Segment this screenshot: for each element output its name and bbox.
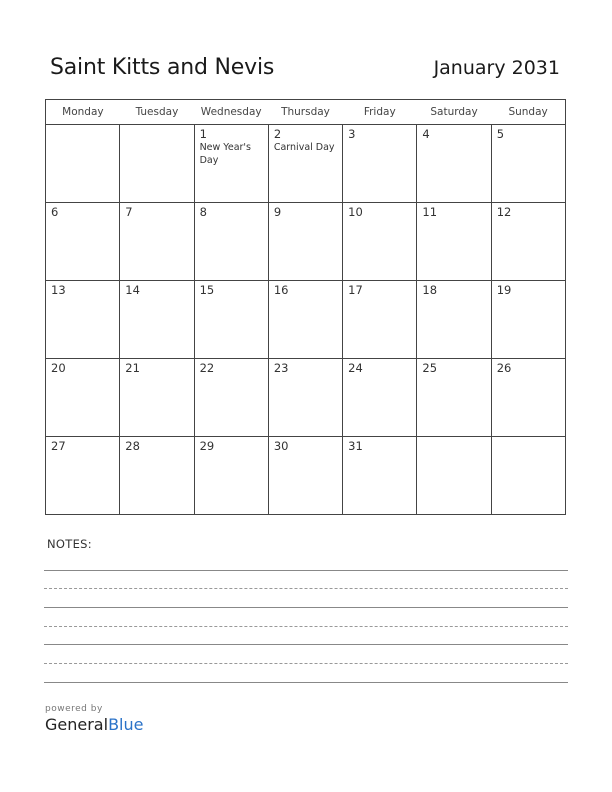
day-cell bbox=[417, 281, 491, 359]
day-number: 26 bbox=[496, 361, 512, 375]
day-cell bbox=[417, 125, 491, 203]
weekday-monday: Monday bbox=[46, 100, 120, 125]
day-number: 10 bbox=[348, 205, 363, 219]
notes-area bbox=[44, 552, 568, 683]
page-title: Saint Kitts and Nevis bbox=[50, 55, 275, 80]
day-cell bbox=[343, 281, 417, 359]
day-cell bbox=[120, 281, 194, 359]
notes-line bbox=[44, 608, 568, 627]
week-row-1 bbox=[46, 125, 566, 203]
brand-logo-part2: Blue bbox=[108, 715, 144, 734]
day-number: 7 bbox=[125, 205, 133, 219]
day-cell bbox=[491, 125, 565, 203]
day-number: 11 bbox=[422, 205, 438, 219]
week-row-5 bbox=[46, 437, 566, 515]
brand-logo-part1: General bbox=[45, 715, 109, 734]
day-number: 8 bbox=[199, 205, 207, 219]
holiday-label: New Year's Day bbox=[199, 142, 251, 166]
notes-line bbox=[44, 552, 568, 571]
day-number: 5 bbox=[496, 127, 505, 141]
weekday-friday: Friday bbox=[343, 100, 417, 125]
day-number: 25 bbox=[422, 361, 438, 375]
notes-line bbox=[44, 645, 568, 664]
weekday-header-row bbox=[46, 100, 566, 125]
notes-line bbox=[44, 589, 568, 608]
day-cell bbox=[268, 125, 342, 203]
day-cell bbox=[343, 203, 417, 281]
day-cell bbox=[194, 281, 268, 359]
day-number: 28 bbox=[125, 439, 140, 453]
brand-footer bbox=[45, 704, 143, 734]
day-cell bbox=[268, 203, 342, 281]
day-cell bbox=[268, 437, 342, 515]
day-number: 23 bbox=[273, 361, 289, 375]
day-number: 29 bbox=[199, 439, 215, 453]
day-number: 24 bbox=[348, 361, 363, 375]
day-cell bbox=[491, 281, 565, 359]
day-cell bbox=[194, 203, 268, 281]
day-cell bbox=[46, 281, 120, 359]
day-cell bbox=[194, 359, 268, 437]
day-cell bbox=[194, 437, 268, 515]
day-number: 13 bbox=[51, 283, 66, 297]
day-number: 4 bbox=[422, 127, 430, 141]
day-number: 17 bbox=[348, 283, 363, 297]
weekday-sunday: Sunday bbox=[491, 100, 565, 125]
day-number: 6 bbox=[51, 205, 59, 219]
day-cell bbox=[120, 125, 194, 203]
day-number: 15 bbox=[199, 283, 215, 297]
day-cell bbox=[120, 203, 194, 281]
weekday-wednesday: Wednesday bbox=[194, 100, 268, 125]
day-number: 30 bbox=[273, 439, 289, 453]
day-number: 3 bbox=[348, 127, 356, 141]
day-cell bbox=[46, 125, 120, 203]
week-row-4 bbox=[46, 359, 566, 437]
day-cell bbox=[46, 437, 120, 515]
day-number: 9 bbox=[273, 205, 282, 219]
notes-line bbox=[44, 664, 568, 683]
day-cell bbox=[343, 359, 417, 437]
day-number: 2 bbox=[273, 127, 282, 141]
day-number: 19 bbox=[496, 283, 512, 297]
weekday-saturday: Saturday bbox=[417, 100, 491, 125]
day-number: 1 bbox=[199, 127, 207, 141]
day-cell bbox=[46, 203, 120, 281]
day-cell bbox=[491, 437, 565, 515]
day-cell bbox=[343, 125, 417, 203]
day-number: 27 bbox=[51, 439, 66, 453]
day-number: 12 bbox=[496, 205, 512, 219]
notes-line bbox=[44, 571, 568, 590]
day-number: 16 bbox=[273, 283, 289, 297]
day-number: 21 bbox=[125, 361, 140, 375]
day-cell bbox=[268, 359, 342, 437]
month-label: January 2031 bbox=[433, 57, 560, 79]
day-number: 31 bbox=[348, 439, 363, 453]
weekday-tuesday: Tuesday bbox=[120, 100, 194, 125]
week-row-2 bbox=[46, 203, 566, 281]
weekday-thursday: Thursday bbox=[268, 100, 342, 125]
week-row-3 bbox=[46, 281, 566, 359]
day-number: 18 bbox=[422, 283, 438, 297]
day-cell bbox=[417, 437, 491, 515]
day-cell bbox=[120, 437, 194, 515]
powered-by-text: powered by bbox=[45, 704, 103, 714]
day-cell bbox=[268, 281, 342, 359]
day-cell bbox=[343, 437, 417, 515]
day-cell bbox=[417, 359, 491, 437]
day-cell bbox=[417, 203, 491, 281]
day-number: 20 bbox=[51, 361, 66, 375]
day-cell bbox=[491, 359, 565, 437]
brand-logo bbox=[45, 715, 143, 734]
day-cell bbox=[194, 125, 268, 203]
day-cell bbox=[120, 359, 194, 437]
notes-line bbox=[44, 627, 568, 646]
holiday-label: Carnival Day bbox=[273, 142, 335, 153]
day-cell bbox=[46, 359, 120, 437]
day-cell bbox=[491, 203, 565, 281]
notes-label: NOTES: bbox=[47, 537, 92, 551]
calendar-grid bbox=[45, 99, 566, 515]
day-number: 22 bbox=[199, 361, 215, 375]
day-number: 14 bbox=[125, 283, 140, 297]
